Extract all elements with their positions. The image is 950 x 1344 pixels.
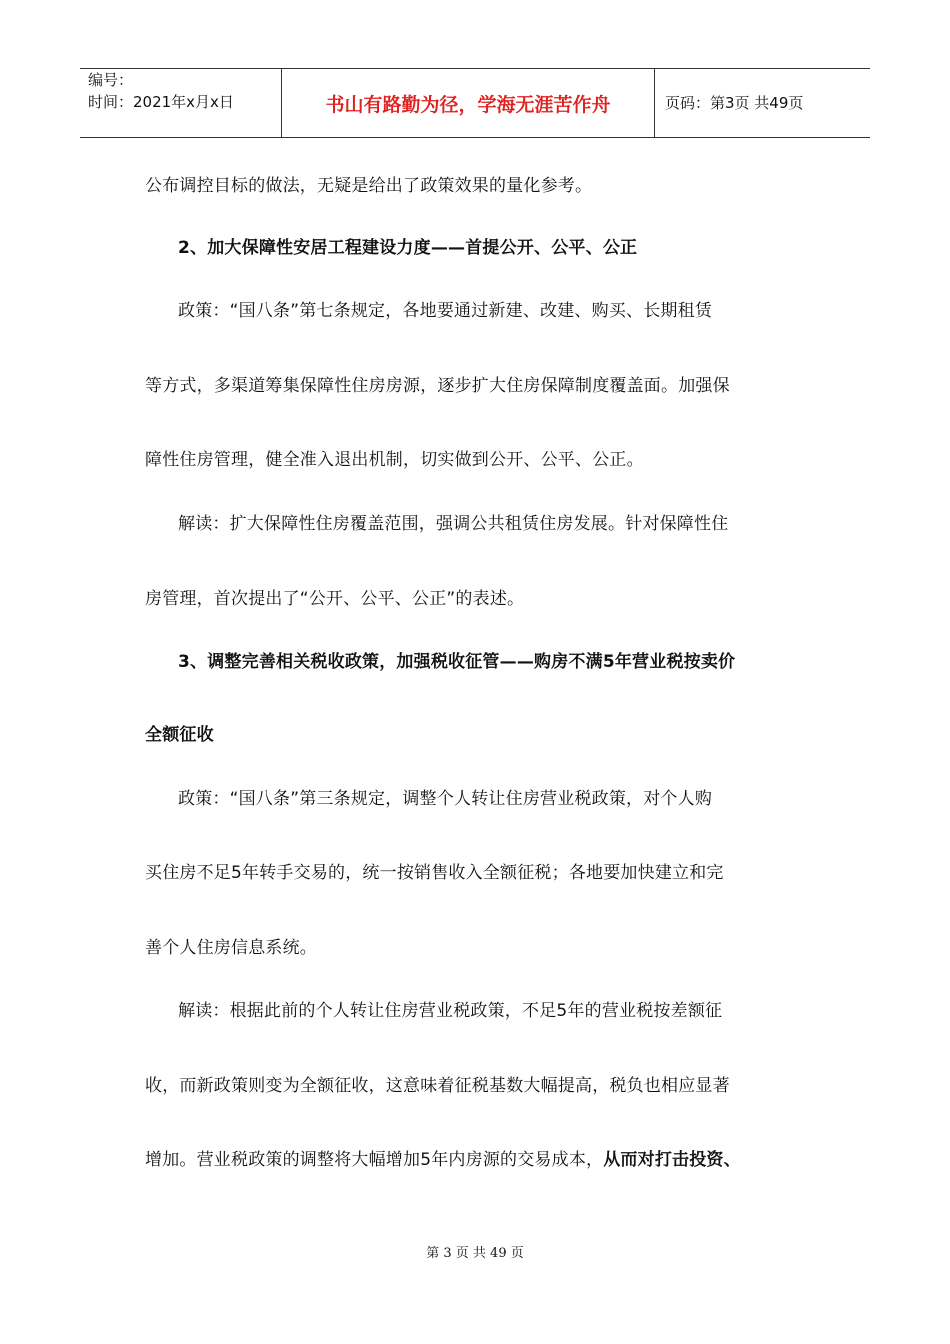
section-heading-3-cont: 全额征收: [145, 725, 214, 745]
page-header: [80, 68, 870, 138]
paragraph-line: 解读：根据此前的个人转让住房营业税政策，不足5年的营业税按差额征: [178, 1001, 723, 1021]
serial-number-label: 编号：: [88, 71, 134, 89]
paragraph-line: 房管理，首次提出了“公开、公平、公正”的表述。: [145, 589, 525, 609]
paragraph-line: 障性住房管理，健全准入退出机制，切实做到公开、公平、公正。: [145, 450, 644, 470]
section-heading-3: 3、调整完善相关税收政策，加强税收征管——购房不满5年营业税按卖价: [178, 652, 736, 672]
page-info: 页码：第3页 共49页: [665, 94, 804, 112]
paragraph-line: 政策：“国八条”第七条规定，各地要通过新建、改建、购买、长期租赁: [178, 301, 713, 321]
header-page-cell: [655, 69, 870, 137]
paragraph-line: 政策：“国八条”第三条规定，调整个人转让住房营业税政策，对个人购: [178, 789, 713, 809]
paragraph-line: 公布调控目标的做法，无疑是给出了政策效果的量化参考。: [145, 176, 593, 196]
paragraph-line: 等方式，多渠道筹集保障性住房房源，逐步扩大住房保障制度覆盖面。加强保: [145, 376, 730, 396]
motto-text: 书山有路勤为径，学海无涯苦作舟: [325, 94, 611, 116]
bold-text-run: 从而对打击投资、: [603, 1150, 741, 1170]
text-run: 增加。营业税政策的调整将大幅增加5年内房源的交易成本，: [145, 1150, 604, 1170]
header-meta-cell: [80, 69, 281, 137]
date-label: 时间：2021年x月x日: [88, 93, 234, 111]
paragraph-line: 买住房不足5年转手交易的，统一按销售收入全额征税；各地要加快建立和完: [145, 863, 724, 883]
paragraph-line: 收，而新政策则变为全额征收，这意味着征税基数大幅提高，税负也相应显著: [145, 1076, 730, 1096]
paragraph-line: 解读：扩大保障性住房覆盖范围，强调公共租赁住房发展。针对保障性住: [178, 514, 729, 534]
page-footer: 第 3 页 共 49 页: [426, 1246, 524, 1261]
paragraph-line: 善个人住房信息系统。: [145, 938, 317, 958]
header-motto-cell: [281, 69, 655, 137]
paragraph-line: [145, 1149, 741, 1171]
section-heading-2: 2、加大保障性安居工程建设力度——首提公开、公平、公正: [178, 238, 638, 258]
